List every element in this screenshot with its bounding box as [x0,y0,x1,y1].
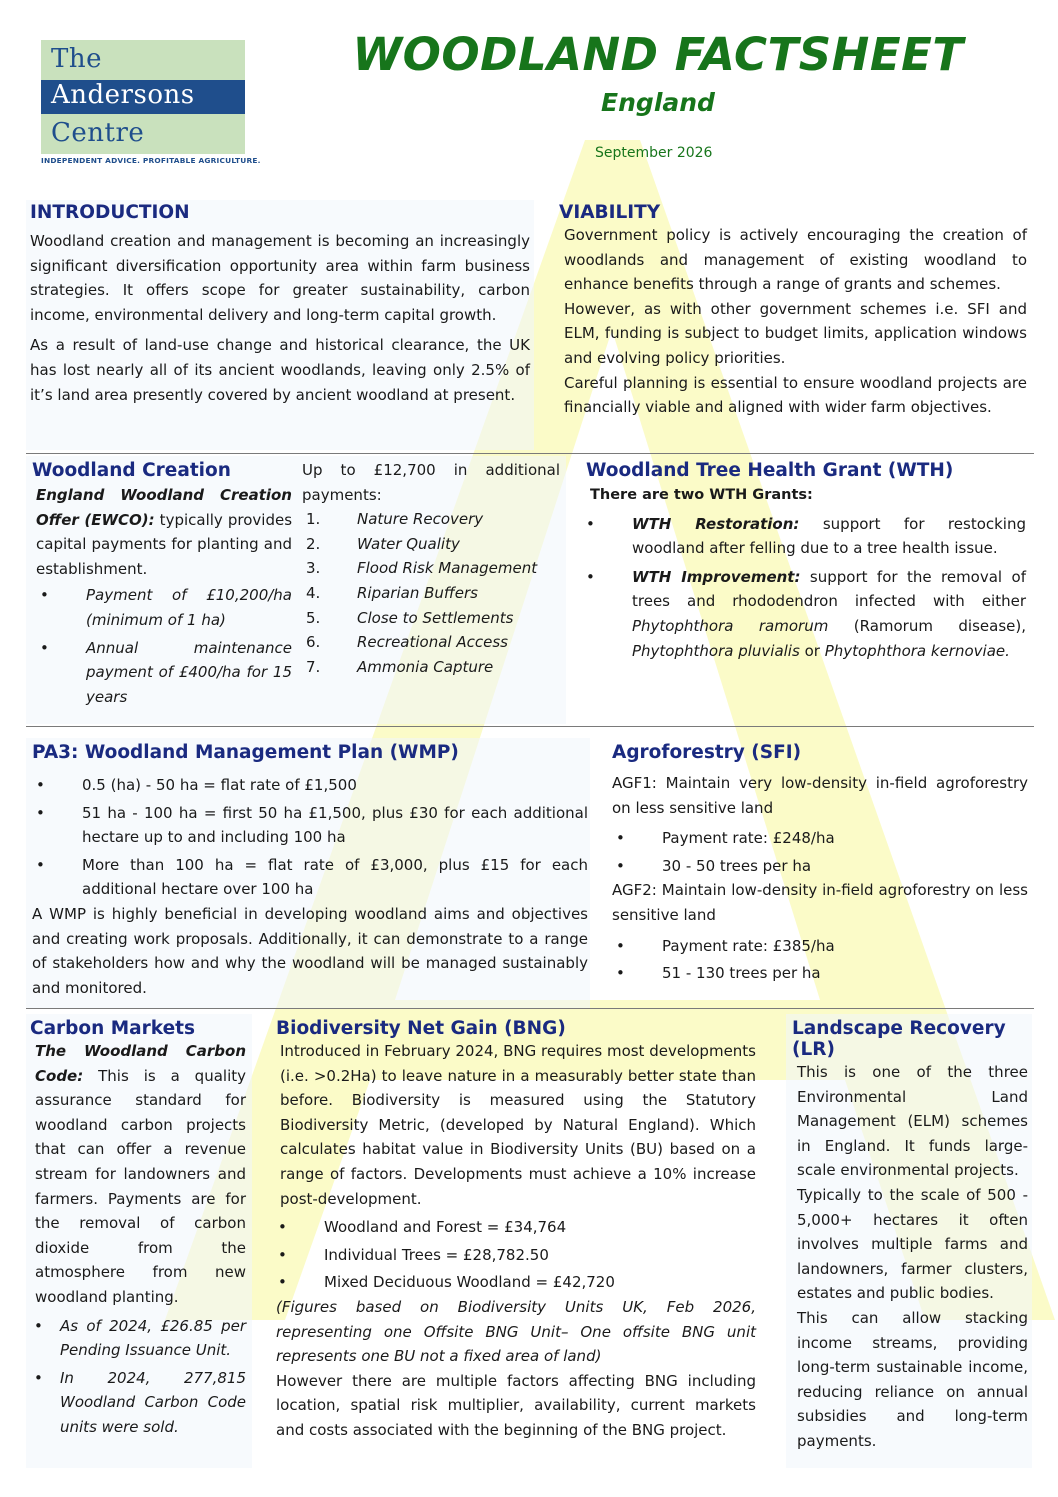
landscape-paragraph-2: Typically to the scale of 500 - 5,000+ hectares it often involves multiple farms and landowners, farmer clusters, estates and public bodies. [797,1185,1028,1303]
ewco-payment-list [36,583,292,709]
list-item: • Payment rate: £385/ha [612,934,1028,959]
introduction-section [26,200,534,450]
list-item: • Payment of £10,200/ha (minimum of 1 ha) [36,583,292,632]
logo-line-the: The [51,44,102,74]
ewco-text: typically provides capital payments for planting and establishment. [36,510,293,578]
list-item: • Individual Trees = £28,782.50 [274,1243,756,1268]
landscape-recovery-section [786,1014,1032,1468]
pa3-rate-list [32,773,588,902]
introduction-paragraph-1: Woodland creation and management is becoming an increasingly significant diversification opportunity area within farm business strategies. It offers scope for greater sustainability, carbon income, environmental delivery and long-term capital growth. [30,232,530,324]
list-item: • 51 - 130 trees per ha [612,961,1028,986]
woodland-creation-heading: Woodland Creation [32,460,231,481]
list-item: • 30 - 50 trees per ha [612,854,1028,879]
viability-paragraph-3: Careful planning is essential to ensure woodland projects are financially viable and aligned with wider farm objectives. [564,373,1027,417]
woodland-creation-section [26,456,566,724]
agf1-text: AGF1: Maintain very low-density in-field agroforestry on less sensitive land [612,774,1028,817]
divider [26,726,1034,727]
pa3-wmp-section [26,738,590,1008]
bng-paragraph-1: Introduced in February 2024, BNG requires most developments (i.e. >0.2Ha) to leave nature in a measurably better state than before. Biodiversity is measured using the Statutory Biodiversity Metric, (developed by Natural England). Which calculates habitat value in Biodiversity Units (BU) based on a range of factors. Developments must achieve a 10% increase post-development. [280,1042,756,1208]
andersons-logo [41,40,261,170]
agroforestry-heading: Agroforestry (SFI) [612,742,802,763]
list-item: • 51 ha - 100 ha = first 50 ha £1,500, plus £30 for each additional hectare up to and including 100 ha [32,801,588,850]
list-item: 2. Water Quality [306,534,460,553]
list-item: 6. Recreational Access [306,633,508,652]
agf2-list [612,934,1028,986]
carbon-heading: Carbon Markets [30,1018,195,1039]
bng-heading: Biodiversity Net Gain (BNG) [276,1018,566,1039]
carbon-paragraph: The Woodland Carbon Code: This is a quality assurance standard for woodland carbon projects that can offer a revenue stream for landowners and farmers. Payments are for the removal of carbon dioxide from the atmosphere from new woodland planting. [35,1042,246,1306]
list-item: 1. Nature Recovery [306,510,484,529]
additional-payments-list [302,507,560,679]
publication-date: September 2026 [595,145,713,161]
logo-line-andersons: Andersons [41,80,245,114]
carbon-list [30,1314,246,1440]
viability-paragraph-2: However, as with other government schemes i.e. SFI and ELM, funding is subject to budget limits, application windows and evolving policy priorities. [564,299,1027,367]
page-subtitle: England [601,88,715,117]
list-item: • 0.5 (ha) - 50 ha = flat rate of £1,500 [32,773,588,798]
carbon-markets-section [26,1014,252,1468]
list-item: 7. Ammonia Capture [306,657,494,676]
landscape-paragraph-3: This can allow stacking income streams, providing long-term sustainable income, reducing reliance on annual subsidies and long-term payments. [797,1308,1028,1450]
bng-section [270,1014,764,1468]
additional-payments-intro: Up to £12,700 in additional payments: [302,461,560,504]
logo-tagline: INDEPENDENT ADVICE. PROFITABLE AGRICULTURE. [41,156,261,165]
list-item: • As of 2024, £26.85 per Pending Issuance Unit. [30,1314,246,1363]
list-item: 5. Close to Settlements [306,608,514,627]
list-item: • Payment rate: £248/ha [612,826,1028,851]
agroforestry-section [606,738,1030,1000]
wth-grant-section [580,456,1030,724]
bng-paragraph-2: However there are multiple factors affecting BNG including location, spatial risk multiplier, availability, current markets and costs associated with the beginning of the BNG project. [276,1371,756,1439]
ewco-paragraph [36,483,292,581]
wth-grant-list [582,512,1026,664]
wth-intro: There are two WTH Grants: [590,487,813,503]
wth-heading: Woodland Tree Health Grant (WTH) [586,460,954,481]
list-item: 3. Flood Risk Management [306,559,538,578]
pa3-paragraph: A WMP is highly beneficial in developing woodland aims and objectives and creating work proposals. Additionally, it can demonstrate to a range of stakeholders how and why the woodland will be managed sustainably and monitored. [32,904,588,997]
list-item: • WTH Improvement: support for the removal of trees and rhododendron infected with either Phytophthora ramorum (Ramorum disease), Phytophthora pluvialis or Phytophthora kernoviae. [582,565,1026,663]
bng-value-list [274,1215,756,1295]
viability-section [555,200,1033,450]
agf2-text: AGF2: Maintain low-density in-field agroforestry on less sensitive land [612,881,1028,924]
bng-note: (Figures based on Biodiversity Units UK, Feb 2026, representing one Offsite BNG Unit– One offsite BNG unit represents one BU not a fixed area of land) [276,1297,756,1366]
logo-line-centre: Centre [51,118,145,148]
page-title: WOODLAND FACTSHEET [352,28,964,81]
landscape-heading: Landscape Recovery (LR) [792,1018,1006,1060]
list-item: • In 2024, 277,815 Woodland Carbon Code units were sold. [30,1366,246,1440]
list-item: • Annual maintenance payment of £400/ha for 15 years [36,636,292,710]
agf1-list [612,826,1028,878]
list-item: • WTH Restoration: support for restocking woodland after felling due to a tree health issue. [582,512,1026,561]
list-item: • Mixed Deciduous Woodland = £42,720 [274,1270,756,1295]
ewco-label: England Woodland Creation Offer (EWCO): [36,486,292,529]
list-item: 4. Riparian Buffers [306,583,478,602]
list-item: • Woodland and Forest = £34,764 [274,1215,756,1240]
landscape-paragraph-1: This is one of the three Environmental Land Management (ELM) schemes in England. It funds large-scale environmental projects. [797,1063,1028,1180]
divider [26,453,1034,454]
introduction-heading: INTRODUCTION [30,202,190,223]
viability-heading: VIABILITY [559,202,661,223]
viability-paragraph-1: Government policy is actively encouraging the creation of woodlands and management of existing woodland to enhance benefits through a range of grants and schemes. [564,226,1027,294]
introduction-paragraph-2: As a result of land-use change and historical clearance, the UK has lost nearly all of its ancient woodlands, leaving only 2.5% of it’s land area presently covered by ancient woodland at present. [30,336,530,404]
pa3-heading: PA3: Woodland Management Plan (WMP) [32,742,459,763]
list-item: • More than 100 ha = flat rate of £3,000, plus £15 for each additional hectare over 100 ha [32,853,588,902]
divider [26,1008,1034,1009]
